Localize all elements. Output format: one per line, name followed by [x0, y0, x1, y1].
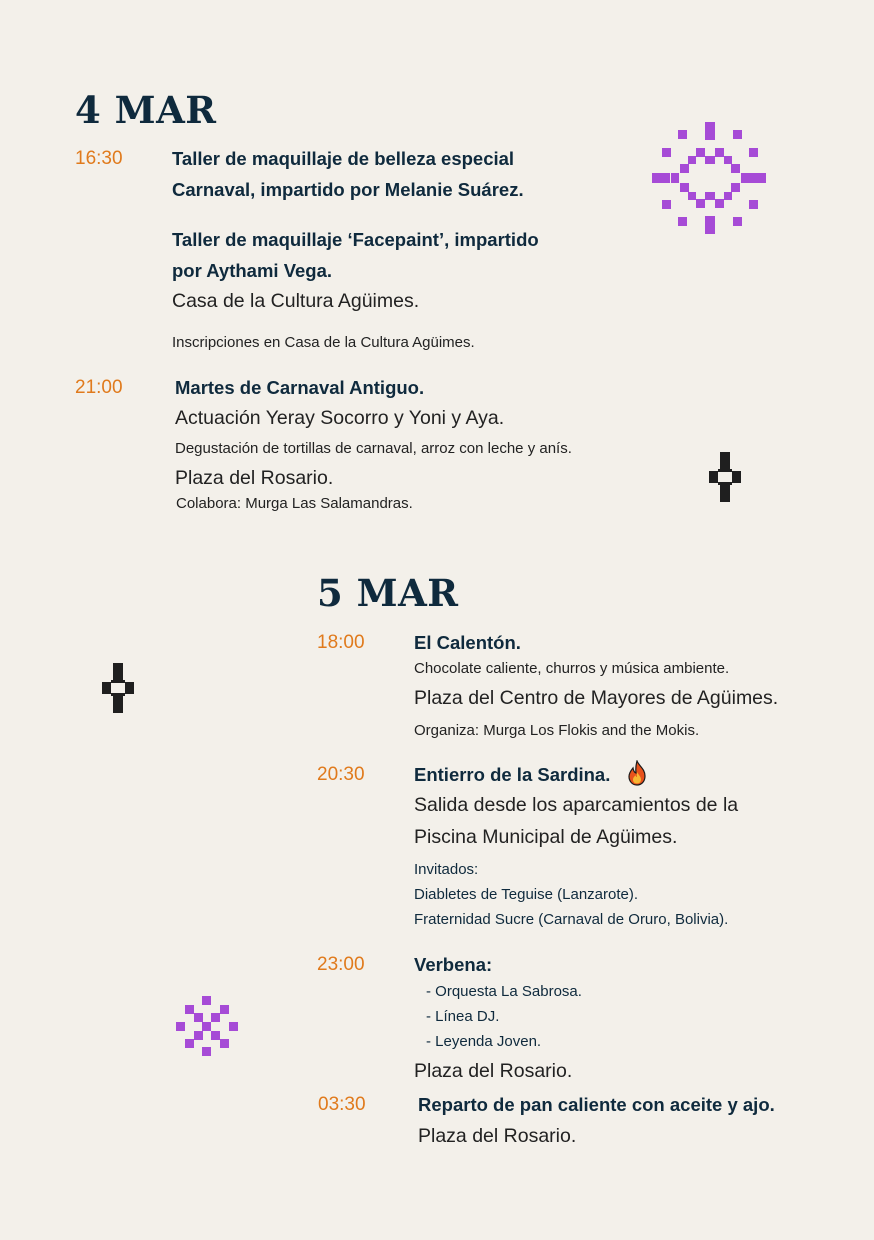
event-place: Casa de la Cultura Agüimes.: [172, 290, 420, 312]
event-time: 23:00: [317, 954, 365, 975]
event-place: Plaza del Rosario.: [418, 1125, 577, 1147]
event-time: 20:30: [317, 764, 365, 785]
guest-item: Fraternidad Sucre (Carnaval de Oruro, Bolivia).: [414, 911, 729, 928]
event-title: Entierro de la Sardina.: [414, 764, 611, 785]
lineup-item: - Leyenda Joven.: [426, 1033, 542, 1050]
event-title-line: Taller de maquillaje de belleza especial: [172, 148, 515, 169]
event-note: Chocolate caliente, churros y música ambiente.: [414, 660, 730, 677]
dark-pixel-cross-icon: [102, 663, 134, 713]
event-time: 16:30: [75, 148, 123, 169]
event-place-line: Salida desde los aparcamientos de la: [414, 794, 739, 816]
day-heading-5-mar: 5 MAR: [317, 571, 459, 615]
event-title: Martes de Carnaval Antiguo.: [175, 377, 425, 398]
event-title-line: Taller de maquillaje ‘Facepaint’, impartido: [172, 229, 539, 250]
dark-pixel-cross-icon: [709, 452, 741, 502]
event-credit: Colabora: Murga Las Salamandras.: [176, 495, 413, 512]
event-time: 18:00: [317, 632, 365, 653]
event-place: Plaza del Rosario.: [175, 467, 334, 489]
event-title-line: por Aythami Vega.: [172, 260, 333, 281]
event-place: Plaza del Rosario.: [414, 1060, 573, 1082]
event-note: Inscripciones en Casa de la Cultura Agüimes.: [172, 334, 475, 351]
event-place: Plaza del Centro de Mayores de Agüimes.: [414, 687, 779, 709]
event-line: Actuación Yeray Socorro y Yoni y Aya.: [175, 407, 505, 429]
guests-label: Invitados:: [414, 861, 479, 878]
event-title: El Calentón.: [414, 632, 521, 653]
lineup-item: - Línea DJ.: [426, 1008, 500, 1025]
event-title-line: Carnaval, impartido por Melanie Suárez.: [172, 179, 524, 200]
event-note: Degustación de tortillas de carnaval, arroz con leche y anís.: [175, 440, 572, 457]
lineup-item: - Orquesta La Sabrosa.: [426, 983, 582, 1000]
event-time: 03:30: [318, 1094, 366, 1115]
event-title: Verbena:: [414, 954, 493, 975]
purple-pixel-star-large-icon: [652, 120, 768, 236]
event-place-line: Piscina Municipal de Agüimes.: [414, 826, 678, 848]
purple-pixel-star-small-icon: [176, 996, 238, 1056]
event-credit: Organiza: Murga Los Flokis and the Mokis.: [414, 722, 700, 739]
guest-item: Diabletes de Teguise (Lanzarote).: [414, 886, 639, 903]
day-heading-4-mar: 4 MAR: [75, 88, 217, 132]
event-time: 21:00: [75, 377, 123, 398]
event-title: Reparto de pan caliente con aceite y ajo.: [418, 1094, 775, 1115]
fire-icon: [626, 760, 648, 786]
